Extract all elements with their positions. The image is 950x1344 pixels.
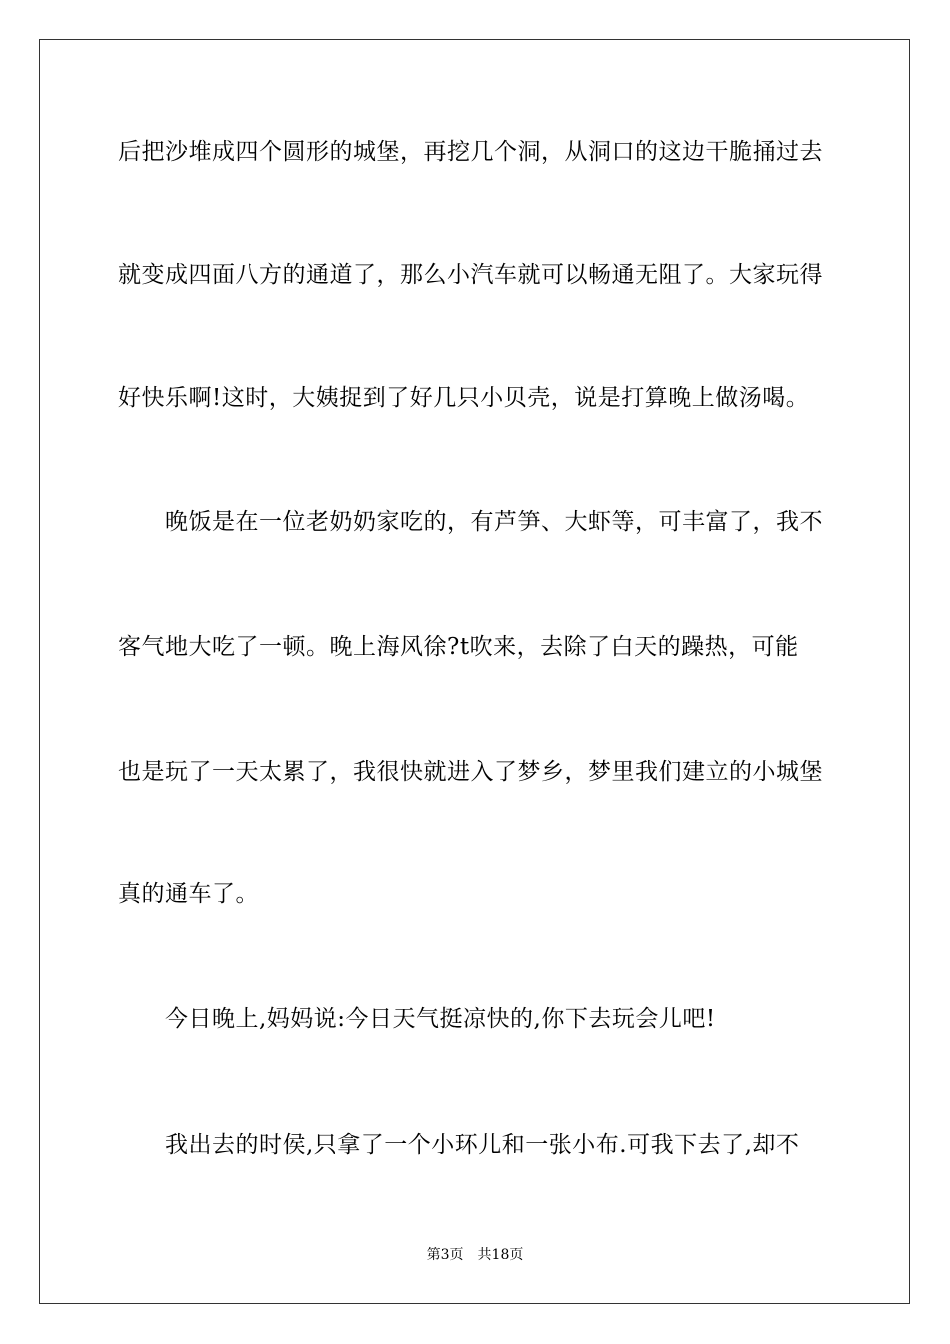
total-pages: 共18页: [477, 1247, 524, 1263]
text-line-6: 也是玩了一天太累了，我很快就进入了梦乡，梦里我们建立的小城堡: [118, 759, 823, 785]
text-line-5: 客气地大吃了一顿。晚上海风徐?t吹来，去除了白天的躁热，可能: [118, 634, 799, 660]
page-number: 第3页: [426, 1247, 464, 1263]
text-line-1: 后把沙堆成四个圆形的城堡，再挖几个洞，从洞口的这边干脆捅过去: [118, 139, 823, 165]
text-line-7: 真的通车了。: [118, 881, 259, 907]
text-line-9: 我出去的时侯,只拿了一个小环儿和一张小布.可我下去了,却不: [165, 1132, 800, 1158]
page-border: [39, 39, 910, 1304]
text-line-8: 今日晚上,妈妈说:今日天气挺凉快的,你下去玩会儿吧!: [165, 1006, 716, 1032]
page-footer: [0, 1246, 950, 1264]
text-line-4: 晚饭是在一位老奶奶家吃的，有芦笋、大虾等，可丰富了，我不: [165, 509, 823, 535]
text-line-2: 就变成四面八方的通道了，那么小汽车就可以畅通无阻了。大家玩得: [118, 262, 823, 288]
text-line-3: 好快乐啊!这时，大姨捉到了好几只小贝壳，说是打算晚上做汤喝。: [118, 385, 810, 411]
